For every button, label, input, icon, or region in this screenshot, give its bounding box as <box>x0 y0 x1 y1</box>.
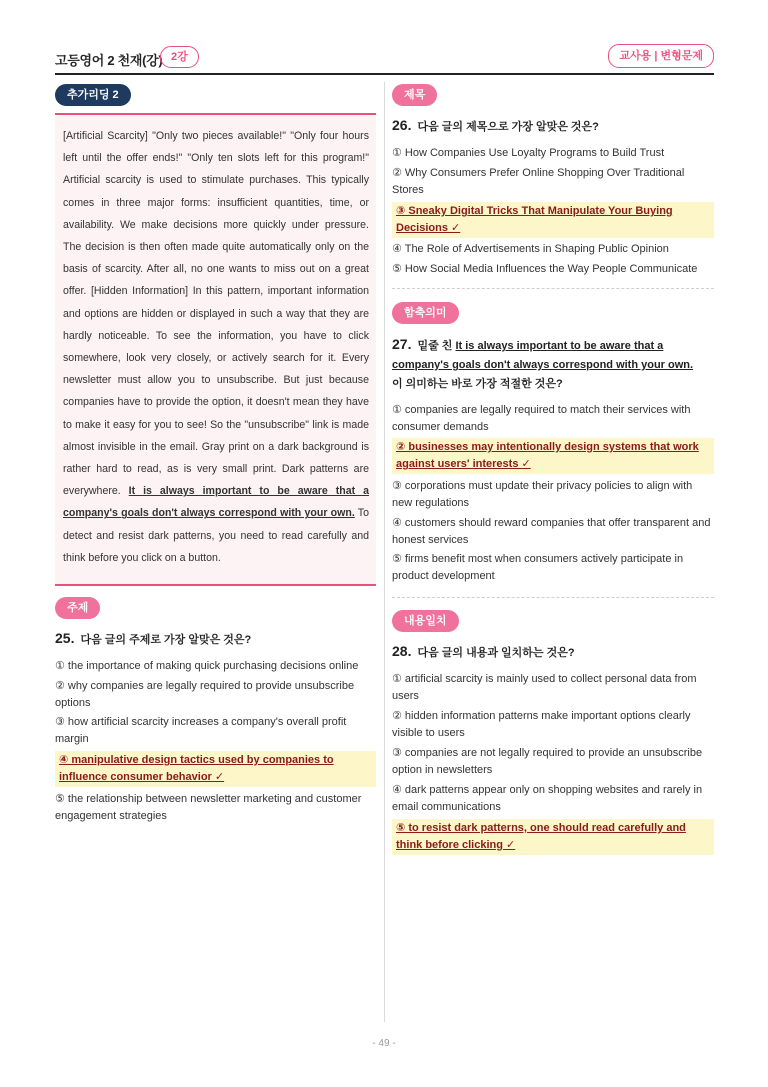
q27-number: 27. <box>392 336 412 352</box>
q27-underlined-quote: It is always important to be aware that a company's goals don't always correspond with your own. <box>392 340 694 371</box>
q26-tag: 제목 <box>392 84 437 106</box>
q25-option-4-answer[interactable]: ④ manipulative design tactics used by companies to influence consumer behavior ✓ <box>55 751 376 787</box>
section-label: 추가리딩 2 <box>55 84 131 106</box>
q26-title <box>392 116 599 137</box>
passage-body: [Artificial Scarcity] "Only two pieces available!" "Only four hours left until the offer ends!" "Only ten slots left for this program!" Artificial scarcity is used to stimulate purchases. This typically comes in three major forms: insufficient quantities, time, or availability. We make decisions more quickly under pressure. The decision is then often made quite automatically only on the basis of scarcity. After all, no one wants to miss out on a great offer. [Hidden Information] In this pattern, important information and options are hidden or displayed in such a way that they are hardly noticeable. To see the information, you have to click somewhere, look very closely, or actively search for it. Every newsletter must allow you to unsubscribe. But just because companies have to provide the option, it doesn't mean they have to make it easy for you to see! So the "unsubscribe" link is made almost invisible in the email. Gray print on a dark background is rather hard to read, as is very small print. Dark patterns are everywhere. <box>63 130 369 498</box>
lesson-badge: 2강 <box>160 46 199 68</box>
page-header <box>55 44 714 74</box>
edition-label: 교사용 | 변형문제 <box>608 44 714 68</box>
q28-option-1[interactable]: ① artificial scarcity is mainly used to collect personal data from users <box>392 673 697 702</box>
q28-option-3[interactable]: ③ companies are not legally required to provide an unsubscribe option in newsletters <box>392 747 703 776</box>
q28-option-5-answer[interactable]: ⑤ to resist dark patterns, one should read carefully and think before clicking ✓ <box>392 819 714 855</box>
q26-option-5[interactable]: ⑤ How Social Media Influences the Way People Communicate <box>392 263 698 275</box>
q25-title <box>55 629 251 650</box>
q25-number: 25. <box>55 630 75 646</box>
q27-title <box>392 335 714 394</box>
page-number: - 49 - <box>372 1038 396 1049</box>
q28-number: 28. <box>392 643 412 659</box>
q27-option-5[interactable]: ⑤ firms benefit most when consumers actively participate in product development <box>392 553 684 582</box>
q25-option-5[interactable]: ⑤ the relationship between newsletter marketing and customer engagement strategies <box>55 793 362 822</box>
reading-passage <box>55 113 376 586</box>
q27-option-2-answer[interactable]: ② businesses may intentionally design systems that work against users' interests ✓ <box>392 438 714 474</box>
q26-option-2[interactable]: ② Why Consumers Prefer Online Shopping Over Traditional Stores <box>392 167 685 196</box>
q26-number: 26. <box>392 117 412 133</box>
q26-separator <box>392 288 714 289</box>
q25-option-3[interactable]: ③ how artificial scarcity increases a company's overall profit margin <box>55 716 347 745</box>
q27-option-4[interactable]: ④ customers should reward companies that offer transparent and honest services <box>392 517 711 546</box>
q27-tag: 함축의미 <box>392 302 459 324</box>
q28-title <box>392 642 575 663</box>
q27-option-1[interactable]: ① companies are legally required to match their services with consumer demands <box>392 404 691 433</box>
passage-text <box>63 125 369 569</box>
q26-option-3-answer[interactable]: ③ Sneaky Digital Tricks That Manipulate Your Buying Decisions ✓ <box>392 202 714 238</box>
passage-ending: To detect and resist dark patterns, you need to read carefully and think before you click on a button. <box>63 507 369 564</box>
q27-option-3[interactable]: ③ corporations must update their privacy policies to align with new regulations <box>392 480 693 509</box>
q25-option-1[interactable]: ① the importance of making quick purchasing decisions online <box>55 660 359 672</box>
passage-underlined-sentence: It is always important to be aware that a company's goals don't always correspond with your own. <box>63 485 369 520</box>
header-rule <box>55 73 714 75</box>
q25-tag: 주제 <box>55 597 100 619</box>
q28-prompt: 다음 글의 내용과 일치하는 것은? <box>417 647 575 659</box>
book-title: 고등영어 2 천재(강) <box>55 53 163 68</box>
q28-tag: 내용일치 <box>392 610 459 632</box>
q27-separator <box>392 597 714 598</box>
q28-option-4[interactable]: ④ dark patterns appear only on shopping websites and rarely in email communications <box>392 784 703 813</box>
q25-option-2[interactable]: ② why companies are legally required to provide unsubscribe options <box>55 680 355 709</box>
q27-prompt-pre: 밑줄 친 <box>417 340 456 352</box>
q27-prompt-post: 이 의미하는 바로 가장 적절한 것은? <box>392 378 563 390</box>
column-divider <box>384 82 385 1022</box>
q26-prompt: 다음 글의 제목으로 가장 알맞은 것은? <box>417 121 599 133</box>
q26-option-4[interactable]: ④ The Role of Advertisements in Shaping Public Opinion <box>392 243 669 255</box>
q26-option-1[interactable]: ① How Companies Use Loyalty Programs to Build Trust <box>392 147 665 159</box>
q25-prompt: 다음 글의 주제로 가장 알맞은 것은? <box>80 634 252 646</box>
q28-option-2[interactable]: ② hidden information patterns make important options clearly visible to users <box>392 710 691 739</box>
